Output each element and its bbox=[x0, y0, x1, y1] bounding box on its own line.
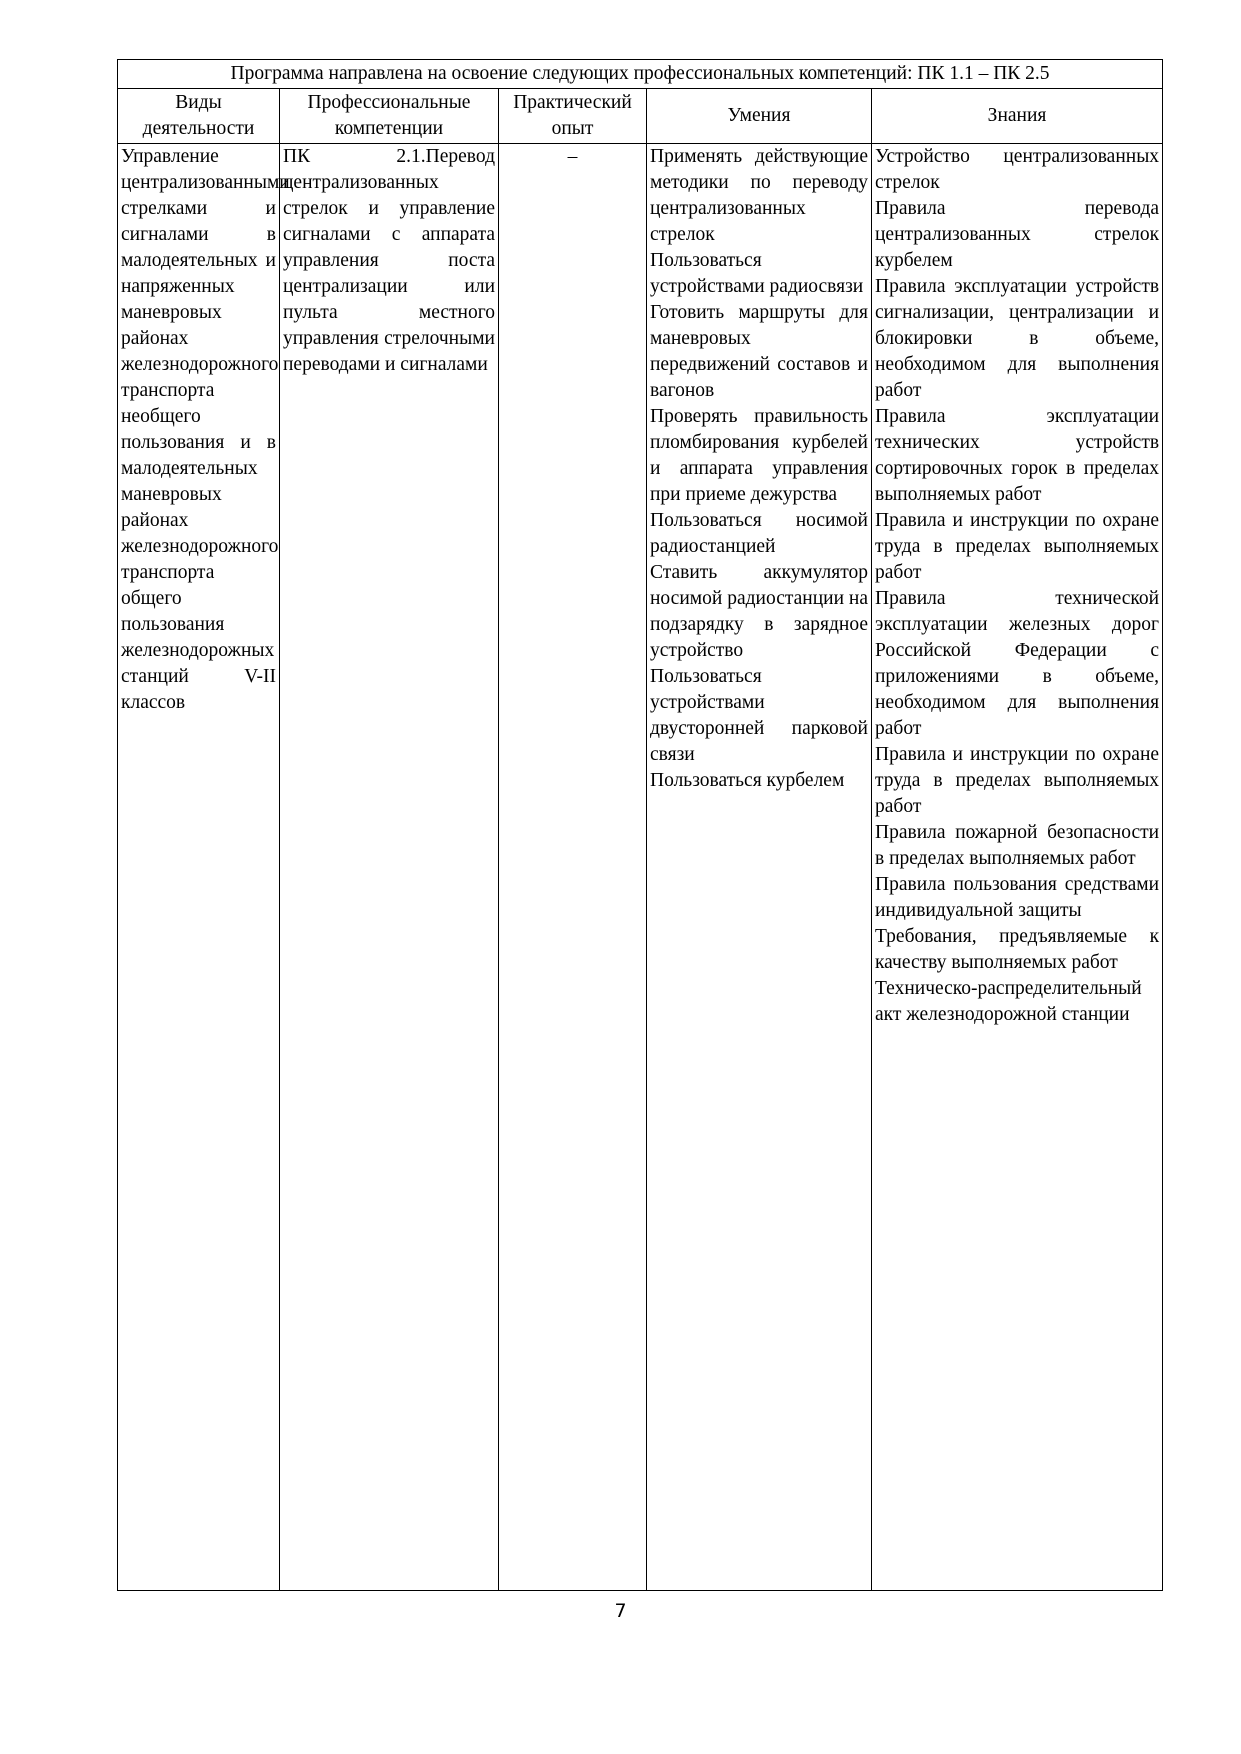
column-header-activity: Виды деятельности bbox=[118, 89, 280, 144]
table-row bbox=[118, 144, 1163, 1591]
skill-item: Пользоваться носимой радиостанцией bbox=[650, 510, 868, 557]
page-number: 7 bbox=[614, 1600, 627, 1622]
table-caption-row bbox=[118, 60, 1163, 89]
skill-item: Проверять правильность пломбирования курбелей и аппарата управления при приеме дежурства bbox=[650, 406, 868, 505]
knowledge-item: Правила и инструкции по охране труда в пределах выполняемых работ bbox=[875, 510, 1160, 583]
experience-cell: – bbox=[499, 144, 647, 1591]
knowledge-item: Правила и инструкции по охране труда в пределах выполняемых работ bbox=[875, 744, 1160, 817]
knowledge-item: Правила перевода централизованных стрелок курбелем bbox=[875, 198, 1160, 271]
knowledge-item: Требования, предъявляемые к качеству выполняемых работ bbox=[875, 926, 1160, 973]
knowledge-item: Правила пользования средствами индивидуальной защиты bbox=[875, 874, 1160, 921]
activity-cell: Управление централизованными стрелками и сигналами в малодеятельных и напряженных маневровых районах железнодорожного транспорта необщего пользования и в малодеятельных маневровых районах железнодорожного транспорта общего пользования железнодорожных станций V-II классов bbox=[118, 144, 280, 1591]
competency-table bbox=[117, 59, 1163, 1591]
competence-cell: ПК 2.1.Перевод централизованных стрелок и управление сигналами с аппарата управления поста централизации или пульта местного управления стрелочными переводами и сигналами bbox=[280, 144, 499, 1591]
knowledge-item: Правила эксплуатации устройств сигнализации, централизации и блокировки в объеме, необходимом для выполнения работ bbox=[875, 276, 1160, 401]
knowledge-item: Правила технической эксплуатации железных дорог Российской Федерации с приложениями в объеме, необходимом для выполнения работ bbox=[875, 588, 1160, 739]
knowledge-item: Техническо-распределительный акт железнодорожной станции bbox=[875, 978, 1142, 1025]
column-header-skills: Умения bbox=[647, 89, 872, 144]
knowledge-item: Правила пожарной безопасности в пределах выполняемых работ bbox=[875, 822, 1160, 869]
skill-item: Пользоваться устройствами радиосвязи bbox=[650, 250, 864, 297]
skill-item: Пользоваться устройствами двусторонней парковой связи bbox=[650, 666, 868, 765]
column-header-knowledge: Знания bbox=[872, 89, 1163, 144]
knowledge-cell bbox=[872, 144, 1163, 1591]
column-header-experience: Практический опыт bbox=[499, 89, 647, 144]
skill-item: Ставить аккумулятор носимой радиостанции на подзарядку в зарядное устройство bbox=[650, 562, 868, 661]
skill-item: Готовить маршруты для маневровых передвижений составов и вагонов bbox=[650, 302, 868, 401]
skill-item: Применять действующие методики по переводу централизованных стрелок bbox=[650, 146, 868, 245]
knowledge-item: Правила эксплуатации технических устройств сортировочных горок в пределах выполняемых работ bbox=[875, 406, 1160, 505]
column-header-competence: Профессиональные компетенции bbox=[280, 89, 499, 144]
knowledge-item: Устройство централизованных стрелок bbox=[875, 146, 1160, 193]
table-caption: Программа направлена на освоение следующих профессиональных компетенций: ПК 1.1 – ПК 2.5 bbox=[118, 60, 1163, 89]
table-header-row bbox=[118, 89, 1163, 144]
skills-cell bbox=[647, 144, 872, 1591]
skill-item: Пользоваться курбелем bbox=[650, 770, 845, 791]
